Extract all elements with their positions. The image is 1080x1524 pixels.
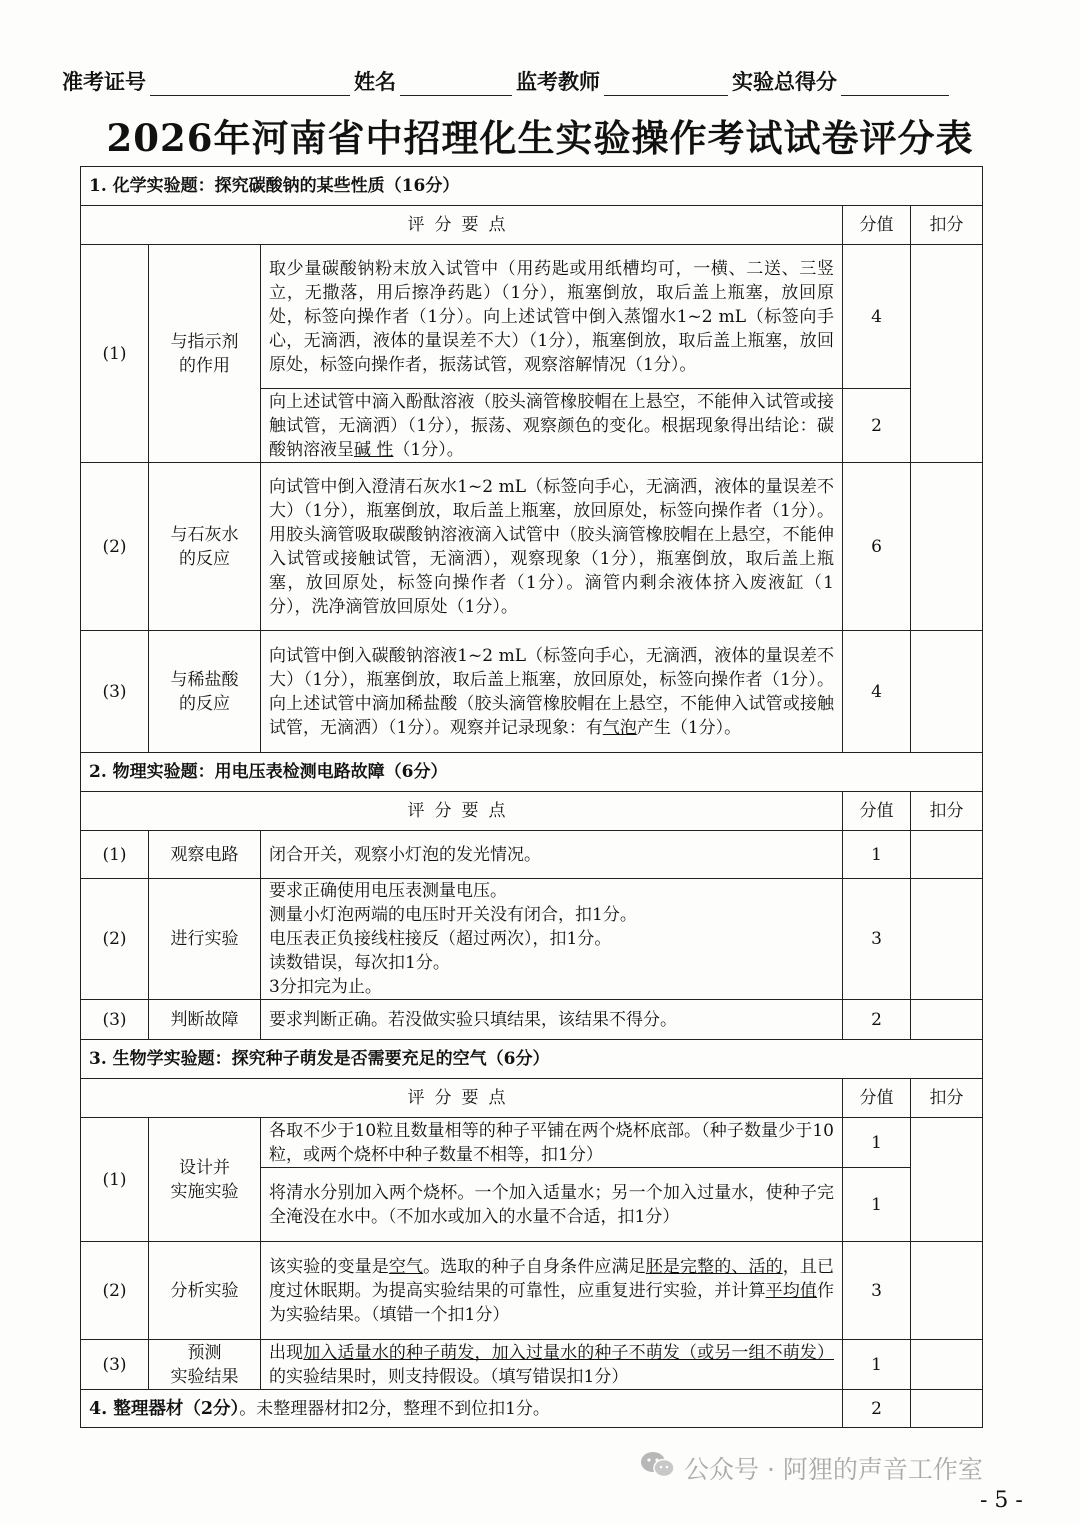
deduct-cell[interactable] [911, 1340, 983, 1390]
deduct-cell[interactable] [911, 1390, 983, 1428]
item-number: (3) [81, 1000, 149, 1040]
table-row [81, 1340, 983, 1390]
item-name: 分析实验 [149, 1242, 261, 1340]
scoring-point: 向试管中倒入澄清石灰水1~2 mL（标签向手心，无滴洒，液体的量误差不大）（1分），瓶塞倒放，取后盖上瓶塞，放回原处，标签向操作者（1分）。用胶头滴管吸取碳酸钠溶液滴入试管中（胶头滴管橡胶帽在上悬空，不能伸入试管或接触试管，无滴洒），观察现象（1分），瓶塞倒放，取后盖上瓶塞，放回原处，标签向操作者（1分）。滴管内剩余液体挤入废液缸（1分），洗净滴管放回原处（1分）。 [261, 463, 843, 631]
item-number: (1) [81, 245, 149, 463]
score-value: 1 [843, 1118, 911, 1168]
item-number: (2) [81, 1242, 149, 1340]
wechat-icon [640, 1451, 676, 1485]
item-name: 进行实验 [149, 879, 261, 1000]
score-value: 1 [843, 1168, 911, 1242]
exam-no-label: 准考证号 [62, 69, 146, 94]
scoring-point [261, 1242, 843, 1340]
table-row [81, 831, 983, 879]
score-value: 2 [843, 1390, 911, 1428]
scoring-point: 取少量碳酸钠粉末放入试管中（用药匙或用纸槽均可，一横、二送、三竖立，无撒落，用后擦净药匙）（1分），瓶塞倒放，取后盖上瓶塞，放回原处，标签向操作者（1分）。向上述试管中倒入蒸馏水1~2 mL（标签向手心，无滴洒，液体的量误差不大）（1分），瓶塞倒放，取后盖上瓶塞，放回原处，标签向操作者，振荡试管，观察溶解情况（1分）。 [261, 245, 843, 389]
table-row [81, 1242, 983, 1340]
score-value: 4 [843, 245, 911, 389]
scoring-text: 产生（1分）。 [636, 717, 742, 738]
item-number: (1) [81, 1118, 149, 1242]
page-number: - 5 - [980, 1488, 1023, 1513]
answer-blank: 胚是完整的、活的 [645, 1256, 783, 1277]
answer-blank: 气泡 [602, 717, 637, 738]
scoring-text: 出现 [269, 1342, 304, 1363]
score-header: 分值 [843, 1079, 911, 1118]
answer-blank: 加入适量水的种子萌发，加入过量水的种子不萌发（或另一组不萌发） [303, 1342, 834, 1363]
item-number: (2) [81, 463, 149, 631]
item-name: 观察电路 [149, 831, 261, 879]
item-name: 预测 实验结果 [149, 1340, 261, 1390]
score-value: 3 [843, 879, 911, 1000]
score-value: 1 [843, 831, 911, 879]
points-header: 评分要点 [81, 792, 843, 831]
section-1-title: 1. 化学实验题：探究碳酸钠的某些性质（16分） [81, 167, 983, 206]
score-value: 4 [843, 631, 911, 753]
column-header-row [81, 1079, 983, 1118]
watermark [640, 1450, 983, 1486]
item-number: (3) [81, 1340, 149, 1390]
scoring-point: 要求判断正确。若没做实验只填结果，该结果不得分。 [261, 1000, 843, 1040]
scoring-point: 各取不少于10粒且数量相等的种子平铺在两个烧杯底部。（种子数量少于10粒，或两个烧杯中种子数量不相等，扣1分） [261, 1118, 843, 1168]
score-header: 分值 [843, 206, 911, 245]
scoring-table [80, 166, 983, 1428]
item-name: 与指示剂 的作用 [149, 245, 261, 463]
scoring-point: 将清水分别加入两个烧杯。一个加入适量水；另一个加入过量水，使种子完全淹没在水中。（不加水或加入的水量不合适，扣1分） [261, 1168, 843, 1242]
scoring-text: 。未整理器材扣2分，整理不到位扣1分。 [239, 1398, 550, 1419]
score-header: 分值 [843, 792, 911, 831]
answer-blank: 平均值 [765, 1280, 817, 1301]
deduct-cell[interactable] [911, 1118, 983, 1242]
proctor-label: 监考教师 [516, 69, 600, 94]
table-row [81, 1000, 983, 1040]
table-row [81, 1118, 983, 1168]
scoring-line: 读数错误，每次扣1分。 [269, 953, 450, 973]
section-header [81, 1040, 983, 1079]
exam-no-field[interactable] [150, 73, 350, 96]
deduct-cell[interactable] [911, 879, 983, 1000]
table-row [81, 1390, 983, 1428]
deduct-cell[interactable] [911, 1000, 983, 1040]
scoring-text: 作为实验结果。（填错一个扣1分） [269, 1280, 834, 1325]
score-value: 6 [843, 463, 911, 631]
table-row [81, 463, 983, 631]
table-row [81, 245, 983, 389]
table-row [81, 879, 983, 1000]
deduct-cell[interactable] [911, 1242, 983, 1340]
scoring-text: 向上述试管中滴入酚酞溶液（胶头滴管橡胶帽在上悬空，不能伸入试管或接触试管，无滴洒）（1分），振荡、观察颜色的变化。根据现象得出结论：碳酸钠溶液呈 [269, 391, 834, 460]
answer-blank: 空气 [388, 1256, 424, 1277]
score-value: 1 [843, 1340, 911, 1390]
scoring-text: 该实验的变量是 [269, 1256, 389, 1277]
scoring-line: 要求正确使用电压表测量电压。 [269, 881, 507, 901]
points-header: 评分要点 [81, 206, 843, 245]
deduct-header: 扣分 [911, 792, 983, 831]
item-name: 判断故障 [149, 1000, 261, 1040]
watermark-text: 公众号 · 阿狸的声音工作室 [684, 1455, 983, 1484]
section-header [81, 167, 983, 206]
item-name: 设计并 实施实验 [149, 1118, 261, 1242]
deduct-cell[interactable] [911, 245, 983, 463]
scoring-point [261, 389, 843, 463]
deduct-cell[interactable] [911, 631, 983, 753]
scoring-text: 向试管中倒入碳酸钠溶液1~2 mL（标签向手心，无滴洒，液体的量误差不大）（1分），瓶塞倒放，取后盖上瓶塞，放回原处，标签向操作者（1分）。向上述试管中滴加稀盐酸（胶头滴管橡胶帽在上悬空，不能伸入试管或接触试管，无滴洒）（1分）。观察并记录现象：有 [269, 645, 834, 738]
table-row [81, 631, 983, 753]
scoring-line: 3分扣完为止。 [269, 977, 382, 997]
scoring-text: 的实验结果时，则支持假设。（填写错误扣1分） [269, 1366, 629, 1387]
page-title: 2026年河南省中招理化生实验操作考试试卷评分表 [106, 116, 974, 160]
score-value: 2 [843, 389, 911, 463]
scoring-point [261, 1340, 843, 1390]
name-label: 姓名 [354, 69, 396, 94]
exam-header [62, 66, 1020, 96]
section-header [81, 753, 983, 792]
scoring-text: （1分）。 [393, 439, 464, 460]
total-score-field[interactable] [841, 73, 949, 96]
scoring-line: 测量小灯泡两端的电压时开关没有闭合，扣1分。 [269, 905, 637, 925]
scoring-point [261, 631, 843, 753]
scoring-text: 。选取的种子自身条件应满足 [423, 1256, 646, 1277]
answer-blank: 碱 性 [354, 439, 394, 460]
score-value: 3 [843, 1242, 911, 1340]
scoring-text: ，且已度过休眠期。为提高实验结果的可靠性，应重复进行实验，并计算 [269, 1256, 834, 1301]
total-score-label: 实验总得分 [732, 69, 837, 94]
score-value: 2 [843, 1000, 911, 1040]
scoring-point: 闭合开关，观察小灯泡的发光情况。 [261, 831, 843, 879]
section-2-title: 2. 物理实验题：用电压表检测电路故障（6分） [81, 753, 983, 792]
item-name: 与稀盐酸 的反应 [149, 631, 261, 753]
section-4-title: 4. 整理器材（2分） [89, 1398, 240, 1419]
item-name: 与石灰水 的反应 [149, 463, 261, 631]
scoring-point [261, 879, 843, 1000]
section-4-row [81, 1390, 843, 1428]
deduct-header: 扣分 [911, 206, 983, 245]
proctor-field[interactable] [604, 73, 728, 96]
points-header: 评分要点 [81, 1079, 843, 1118]
deduct-cell[interactable] [911, 831, 983, 879]
column-header-row [81, 792, 983, 831]
deduct-cell[interactable] [911, 463, 983, 631]
deduct-header: 扣分 [911, 1079, 983, 1118]
scoring-line: 电压表正负接线柱接反（超过两次），扣1分。 [269, 929, 612, 949]
item-number: (1) [81, 831, 149, 879]
name-field[interactable] [400, 73, 512, 96]
item-number: (2) [81, 879, 149, 1000]
section-3-title: 3. 生物学实验题：探究种子萌发是否需要充足的空气（6分） [81, 1040, 983, 1079]
item-number: (3) [81, 631, 149, 753]
column-header-row [81, 206, 983, 245]
